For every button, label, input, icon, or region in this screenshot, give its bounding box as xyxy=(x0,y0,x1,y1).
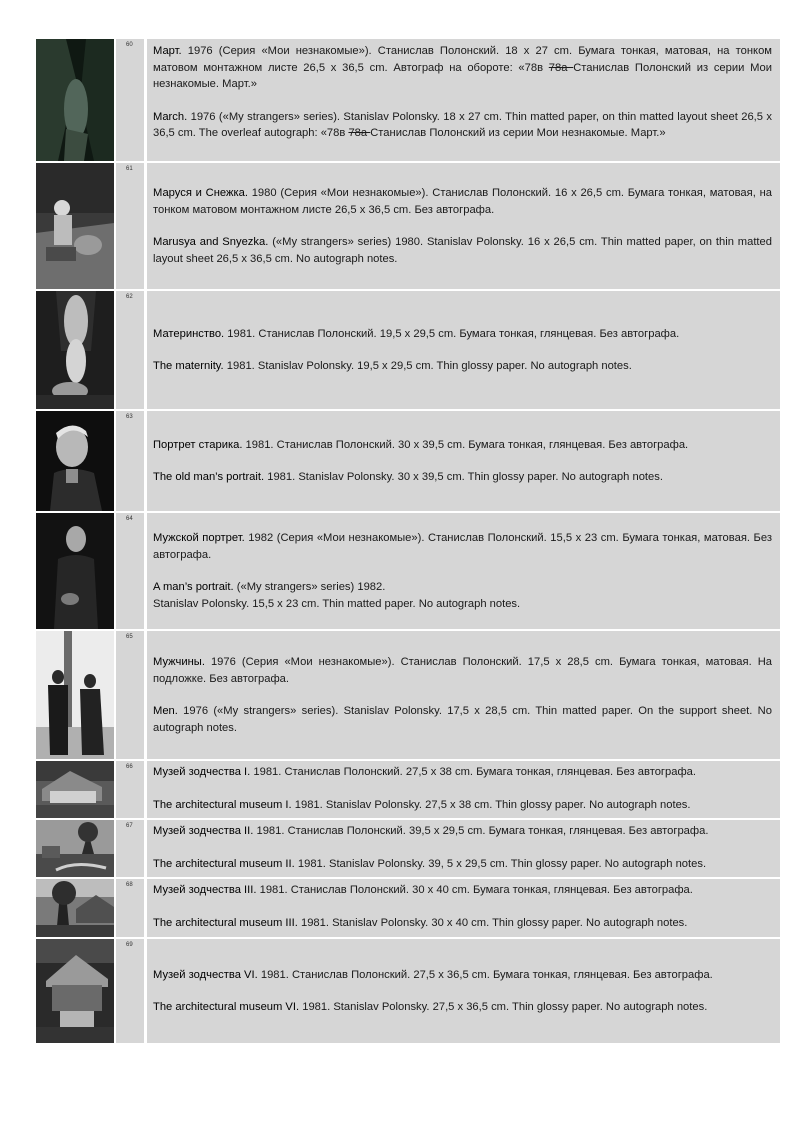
entry-text xyxy=(144,163,780,289)
entry-ru: Музей зодчества VI. 1981. Станислав Полонский. 27,5 х 36,5 cm. Бумага тонкая, глянцевая. Без автографа. xyxy=(153,968,713,981)
entry-en: The old man’s portrait. 1981. Stanislav Polonsky. 30 х 39,5 cm. Thin glossy paper. No autograph notes. xyxy=(153,471,663,483)
catalog-row xyxy=(36,761,780,820)
catalog-row xyxy=(36,513,780,631)
catalog-row xyxy=(36,879,780,939)
entry-ru: Маруся и Снежка. 1980 (Серия «Мои незнакомые»). Станислав Полонский. 16 х 26,5 cm. Бумага тонкая, матовая, на тонком матовом монтажном листе 26,5 х 36,5 cm. Без автографа. xyxy=(153,187,772,216)
entry-en: Marusya and Snyezka. («My strangers» series) 1980. Stanislav Polonsky. 16 х 26,5 cm. Thin matted paper, on thin matted layout sheet 26,5 х 36,5 cm. No autograph notes. xyxy=(153,236,772,265)
entry-number: 62 xyxy=(114,291,144,409)
catalog-row xyxy=(36,939,780,1043)
entry-number: 69 xyxy=(114,939,144,1043)
entry-number: 65 xyxy=(114,631,144,759)
entry-text xyxy=(144,411,780,511)
photo-museum-3 xyxy=(36,879,114,937)
entry-number: 63 xyxy=(114,411,144,511)
entry-number: 64 xyxy=(114,513,144,629)
entry-en: Men. 1976 («My strangers» series). Stanislav Polonsky. 17,5 х 28,5 cm. Thin matted paper. On the support sheet. No autograph notes. xyxy=(153,705,772,734)
entry-en: The architectural museum VI. 1981. Stanislav Polonsky. 27,5 х 36,5 cm. Thin glossy paper. No autograph notes. xyxy=(153,1001,708,1013)
entry-text xyxy=(144,939,780,1043)
catalog-row xyxy=(36,163,780,291)
entry-ru: Портрет старика. 1981. Станислав Полонский. 30 х 39,5 cm. Бумага тонкая, глянцевая. Без автографа. xyxy=(153,438,689,451)
entry-en: March. 1976 («My strangers» series). Stanislav Polonsky. 18 х 27 cm. Thin matted paper, on thin matted layout sheet 26,5 х 36,5 cm. The overleaf autograph: «78в 78а Станислав Полонский из серии Мои незнакомые. Март.» xyxy=(153,110,772,139)
entry-text xyxy=(144,820,780,877)
entry-ru: Музей зодчества II. 1981. Станислав Полонский. 39,5 х 29,5 cm. Бумага тонкая, глянцевая. Без автографа. xyxy=(153,825,709,837)
photo-maternity xyxy=(36,291,114,409)
entry-ru: Музей зодчества III. 1981. Станислав Полонский. 30 х 40 cm. Бумага тонкая, глянцевая. Без автографа. xyxy=(153,884,693,896)
entry-en: A man’s portrait. («My strangers» series) 1982. Stanislav Polonsky. 15,5 х 23 cm. Thin matted paper. No autograph notes. xyxy=(153,581,521,610)
photo-men xyxy=(36,631,114,759)
entry-text xyxy=(144,631,780,759)
photo-museum-1 xyxy=(36,761,114,818)
entry-text xyxy=(144,39,780,161)
entry-en: The architectural museum I. 1981. Stanislav Polonsky. 27,5 х 38 cm. Thin glossy paper. No autograph notes. xyxy=(153,798,691,811)
catalog-row xyxy=(36,631,780,761)
entry-ru: Мужчины. 1976 (Серия «Мои незнакомые»). Станислав Полонский. 17,5 х 28,5 cm. Бумага тонкая, матовая. На подложке. Без автографа. xyxy=(153,656,772,685)
entry-ru: Музей зодчества I. 1981. Станислав Полонский. 27,5 х 38 cm. Бумага тонкая, глянцевая. Без автографа. xyxy=(153,766,696,778)
entry-en: The architectural museum III. 1981. Stanislav Polonsky. 30 х 40 cm. Thin glossy paper. No autograph notes. xyxy=(153,916,688,929)
entry-text xyxy=(144,879,780,937)
entry-number: 66 xyxy=(114,761,144,818)
entry-text xyxy=(144,291,780,409)
entry-ru: Мужской портрет. 1982 (Серия «Мои незнакомые»). Станислав Полонский. 15,5 х 23 cm. Бумага тонкая, матовая. Без автографа. xyxy=(153,532,772,561)
entry-number: 67 xyxy=(114,820,144,877)
entry-text xyxy=(144,761,780,818)
entry-number: 60 xyxy=(114,39,144,161)
photo-man-portrait xyxy=(36,513,114,629)
catalog-row xyxy=(36,411,780,513)
photo-museum-2 xyxy=(36,820,114,877)
photo-museum-6 xyxy=(36,939,114,1043)
entry-number: 61 xyxy=(114,163,144,289)
entry-ru: Материнство. 1981. Станислав Полонский. 19,5 х 29,5 cm. Бумага тонкая, глянцевая. Без автографа. xyxy=(153,327,680,340)
catalog-row xyxy=(36,820,780,879)
entry-en: The architectural museum II. 1981. Stanislav Polonsky. 39, 5 х 29,5 cm. Thin glossy paper. No autograph notes. xyxy=(153,857,707,870)
entry-number: 68 xyxy=(114,879,144,937)
entry-en: The maternity. 1981. Stanislav Polonsky. 19,5 х 29,5 cm. Thin glossy paper. No autograph notes. xyxy=(153,360,632,372)
catalog-table xyxy=(36,39,780,1043)
entry-text xyxy=(144,513,780,629)
catalog-row xyxy=(36,291,780,411)
entry-ru: Март. 1976 (Серия «Мои незнакомые»). Станислав Полонский. 18 х 27 cm. Бумага тонкая, матовая, на тонком матовом монтажном листе 26,5 х 36,5 cm. Автограф на обороте: «78в 78а Станислав Полонский из серии Мои незнакомые. Март.» xyxy=(153,45,773,90)
catalog-row xyxy=(36,39,780,163)
photo-old-man xyxy=(36,411,114,511)
photo-march-dark-figures xyxy=(36,39,114,161)
photo-girl-with-dog xyxy=(36,163,114,289)
